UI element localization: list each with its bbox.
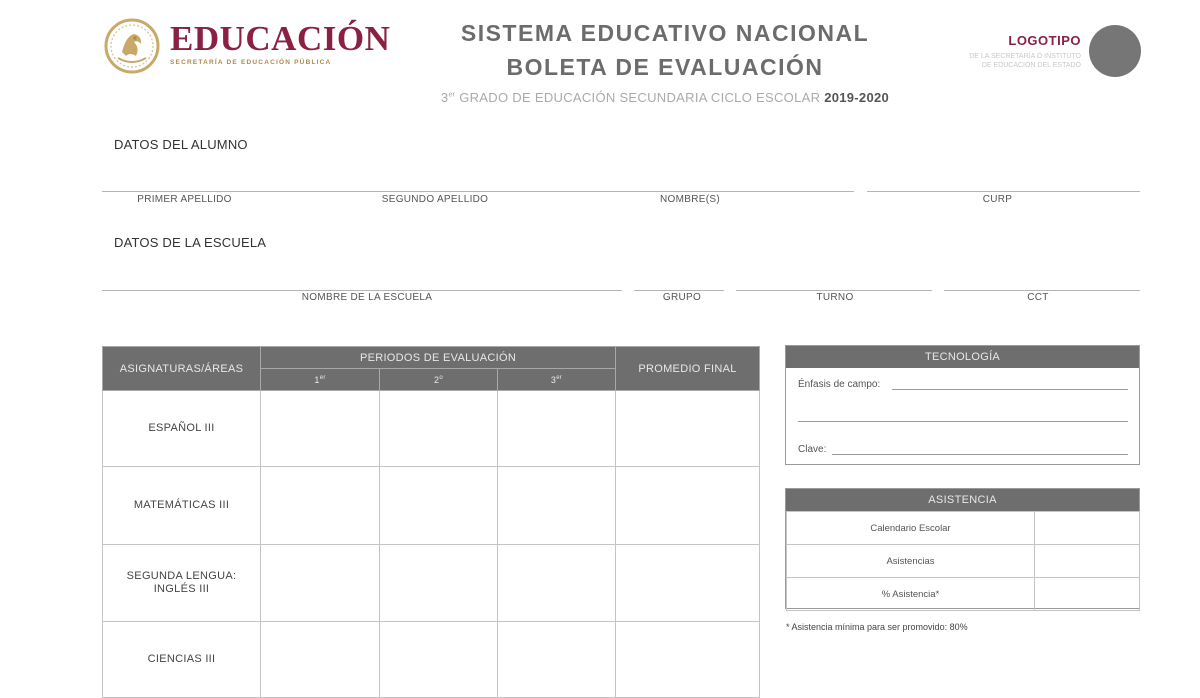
periods-header: PERIODOS DE EVALUACIÓN xyxy=(261,347,616,369)
grade-line xyxy=(350,90,980,105)
school-section-label: DATOS DE LA ESCUELA xyxy=(114,235,267,250)
grade-cell[interactable] xyxy=(380,545,498,622)
table-row xyxy=(103,467,760,545)
student-name-line[interactable] xyxy=(102,191,854,192)
clave-label: Clave: xyxy=(798,444,827,455)
final-average-header: PROMEDIO FINAL xyxy=(616,347,760,391)
subject-cell xyxy=(103,391,261,467)
grade-cell[interactable] xyxy=(498,467,616,545)
grade-cell[interactable] xyxy=(261,391,380,467)
curp-label: CURP xyxy=(982,194,1013,205)
shift-label: TURNO xyxy=(816,292,854,303)
grade-cell[interactable] xyxy=(261,467,380,545)
cct-label: CCT xyxy=(1027,292,1049,303)
period-1-sup: er xyxy=(319,374,326,381)
grade-cell[interactable] xyxy=(380,467,498,545)
subjects-header: ASIGNATURAS/ÁREAS xyxy=(103,347,261,391)
given-names-label: NOMBRE(S) xyxy=(660,194,720,205)
brand-subtitle: SECRETARÍA DE EDUCACIÓN PÚBLICA xyxy=(170,59,332,66)
school-name-label: NOMBRE DE LA ESCUELA xyxy=(301,292,433,303)
grade-cell[interactable] xyxy=(498,391,616,467)
subject-name: ESPAÑOL III xyxy=(148,422,215,434)
period-2-num: 2 xyxy=(434,374,440,385)
student-section-label: DATOS DEL ALUMNO xyxy=(114,137,248,152)
grade-text: GRADO DE EDUCACIÓN SECUNDARIA CICLO ESCOLAR xyxy=(455,90,825,105)
subject-name: MATEMÁTICAS III xyxy=(133,499,230,511)
attendance-row-label: % Asistencia* xyxy=(787,578,1035,611)
attendance-row-label: Calendario Escolar xyxy=(787,512,1035,545)
grade-suffix: er xyxy=(448,91,456,99)
attendance-box xyxy=(785,488,1140,609)
attendance-note: * Asistencia mínima para ser promovido: 80% xyxy=(786,622,968,632)
enfasis-line-2[interactable] xyxy=(798,421,1128,422)
table-row xyxy=(103,391,760,467)
table-row xyxy=(103,622,760,698)
table-row xyxy=(787,578,1140,611)
shift-line[interactable] xyxy=(736,290,932,291)
grade-cell[interactable] xyxy=(380,622,498,698)
enfasis-label: Énfasis de campo: xyxy=(798,379,881,390)
table-row xyxy=(787,512,1140,545)
cct-line[interactable] xyxy=(944,290,1140,291)
grade-cell[interactable] xyxy=(498,622,616,698)
school-name-line[interactable] xyxy=(102,290,622,291)
document-title: BOLETA DE EVALUACIÓN xyxy=(506,54,824,80)
group-label: GRUPO xyxy=(662,292,702,303)
clave-line[interactable] xyxy=(832,454,1128,455)
attendance-value-cell[interactable] xyxy=(1035,512,1140,545)
attendance-value-cell[interactable] xyxy=(1035,578,1140,611)
subject-cell xyxy=(103,622,261,698)
grades-table xyxy=(102,346,760,698)
grade-cell[interactable] xyxy=(498,545,616,622)
grade-cell[interactable] xyxy=(261,622,380,698)
logo-note xyxy=(930,52,1081,70)
school-year: 2019-2020 xyxy=(824,90,890,105)
subject-name: INGLÉS III xyxy=(153,583,210,595)
period-3-sup: er xyxy=(556,374,563,381)
attendance-table xyxy=(786,511,1140,611)
period-3-num: 3 xyxy=(550,374,557,385)
grade-cell[interactable] xyxy=(261,545,380,622)
grade-cell[interactable] xyxy=(380,391,498,467)
logo-label: LOGOTIPO xyxy=(1008,33,1081,48)
technology-title: TECNOLOGÍA xyxy=(786,346,1139,368)
table-row xyxy=(103,545,760,622)
subject-cell xyxy=(103,467,261,545)
attendance-row-label: Asistencias xyxy=(787,545,1035,578)
coat-of-arms-icon xyxy=(104,18,160,74)
attendance-title: ASISTENCIA xyxy=(786,489,1139,511)
curp-line[interactable] xyxy=(867,191,1140,192)
first-surname-label: PRIMER APELLIDO xyxy=(137,194,232,205)
enfasis-line[interactable] xyxy=(892,389,1128,390)
subject-name: SEGUNDA LENGUA: xyxy=(126,570,237,582)
attendance-value-cell[interactable] xyxy=(1035,545,1140,578)
period-2-header xyxy=(380,369,498,391)
final-grade-cell[interactable] xyxy=(616,391,760,467)
group-line[interactable] xyxy=(634,290,724,291)
logo-note-line2: DE EDUCACIÓN DEL ESTADO xyxy=(981,62,1081,69)
final-grade-cell[interactable] xyxy=(616,545,760,622)
subject-name: CIENCIAS III xyxy=(147,653,216,665)
final-grade-cell[interactable] xyxy=(616,622,760,698)
system-title: SISTEMA EDUCATIVO NACIONAL xyxy=(460,20,870,46)
second-surname-label: SEGUNDO APELLIDO xyxy=(381,194,489,205)
period-2-sup: o xyxy=(439,374,443,381)
period-3-header xyxy=(498,369,616,391)
period-1-num: 1 xyxy=(314,374,320,385)
table-row xyxy=(787,545,1140,578)
brand-block xyxy=(170,20,390,66)
period-1-header xyxy=(261,369,380,391)
logo-placeholder xyxy=(1089,25,1141,77)
technology-box xyxy=(785,345,1140,465)
logo-note-line1: DE LA SECRETARÍA O INSTITUTO xyxy=(969,53,1081,60)
grade-number: 3 xyxy=(440,90,449,105)
final-grade-cell[interactable] xyxy=(616,467,760,545)
subject-cell xyxy=(103,545,261,622)
brand-title: EDUCACIÓN xyxy=(170,19,391,58)
